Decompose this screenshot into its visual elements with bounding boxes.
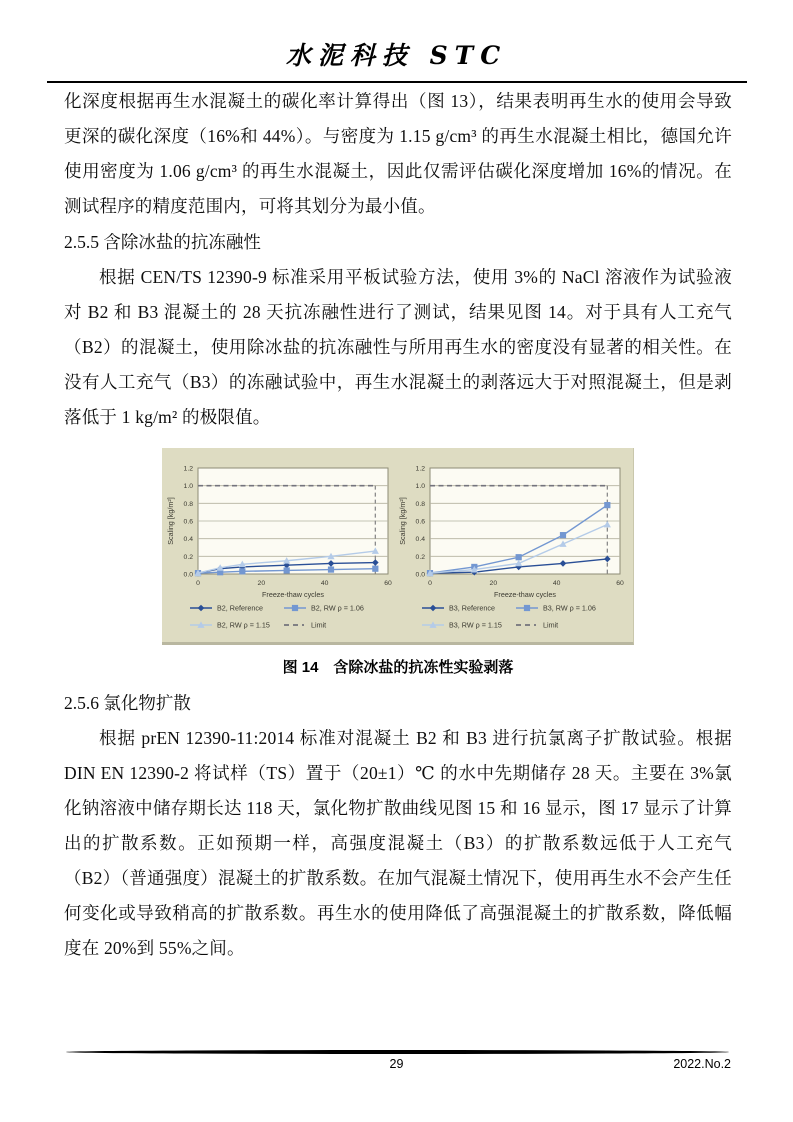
svg-text:1.0: 1.0 [415,483,425,491]
header-rule [47,81,747,83]
paragraph-chloride: 根据 prEN 12390-11:2014 标准对混凝土 B2 和 B3 进行抗氯离子扩散试验。根据 DIN EN 12390-2 将试样（TS）置于（20±1）℃ 的水中先期储存 28 天。主要在 3%氯化钠溶液中储存期长达 118 天，氯化物扩散曲线见图 15 和 16 显示，图 17 显示了计算出的扩散系数。正如预期一样，高强度混凝土（B3）的扩散系数远低于人工充气（B2）（普通强度）混凝土的扩散系数。在加气混凝土情况下，使用再生水不会产生任何变化或导致稍高的扩散系数。再生水的使用降低了高强混凝土的扩散系数，降低幅度在 20%到 55%之间。 [64,728,732,958]
freeze-thaw-chart-b2 [166,458,394,640]
svg-text:0.8: 0.8 [183,500,193,508]
svg-text:0: 0 [196,580,200,587]
svg-text:60: 60 [384,580,392,587]
svg-text:Scaling [kg/m²]: Scaling [kg/m²] [398,497,407,545]
svg-text:0.0: 0.0 [183,571,193,579]
freeze-thaw-chart-b3 [398,458,626,640]
svg-text:Limit: Limit [311,620,327,630]
paragraph-freeze-thaw: 根据 CEN/TS 12390-9 标准采用平板试验方法，使用 3%的 NaCl 溶液作为试验液对 B2 和 B3 混凝土的 28 天抗冻融性进行了测试，结果见图 14。对于具有人工充气（B2）的混凝土，使用除冰盐的抗冻融性与所用再生水的密度没有显著的相关性。在没有人工充气（B3）的冻融试验中，再生水混凝土的剥落远大于对照混凝土，但是剥落低于 1 kg/m² 的极限值。 [64,267,732,427]
svg-text:Freeze-thaw cycles: Freeze-thaw cycles [262,590,324,599]
svg-text:20: 20 [489,580,498,587]
section-heading-2-5-5: 2.5.5 含除冰盐的抗冻融性 [64,232,261,252]
svg-text:B3, Reference: B3, Reference [449,603,495,613]
page-number: 29 [389,1057,404,1071]
svg-text:40: 40 [552,580,561,587]
svg-text:1.0: 1.0 [183,483,193,491]
svg-text:B3, RW ρ = 1.06: B3, RW ρ = 1.06 [543,603,596,613]
page-content [64,84,732,966]
svg-text:1.2: 1.2 [415,465,425,473]
svg-text:0.6: 0.6 [183,518,193,526]
journal-title: 水泥科技 STC [285,41,508,70]
svg-text:40: 40 [320,580,329,587]
figure-caption: 图 14 含除冰盐的抗冻性实验剥落 [282,659,514,676]
issue-number: 2022.No.2 [673,1057,731,1071]
section-heading-2-5-6: 2.5.6 氯化物扩散 [64,693,191,713]
footer-rule [66,1050,729,1054]
svg-text:20: 20 [257,580,266,587]
svg-text:0.8: 0.8 [415,500,425,508]
svg-text:0.0: 0.0 [415,571,425,579]
svg-text:B2, RW ρ = 1.15: B2, RW ρ = 1.15 [217,620,270,630]
svg-text:0: 0 [428,580,432,587]
svg-text:B3, RW ρ = 1.15: B3, RW ρ = 1.15 [449,620,502,630]
svg-text:0.2: 0.2 [183,553,193,561]
svg-text:Scaling [kg/m²]: Scaling [kg/m²] [166,497,175,545]
svg-text:B2, Reference: B2, Reference [217,603,263,613]
svg-text:Freeze-thaw cycles: Freeze-thaw cycles [494,590,556,599]
figure-14-scaling-charts [162,448,634,645]
svg-text:B2, RW ρ = 1.06: B2, RW ρ = 1.06 [311,603,364,613]
svg-text:0.2: 0.2 [415,553,425,561]
paragraph-carbonation: 化深度根据再生水混凝土的碳化率计算得出（图 13），结果表明再生水的使用会导致更深的碳化深度（16%和 44%）。与密度为 1.15 g/cm³ 的再生水混凝土相比，德国允许使用密度为 1.06 g/cm³ 的再生水混凝土，因此仅需评估碳化深度增加 16%的情况。在测试程序的精度范围内，可将其划分为最小值。 [64,91,732,216]
svg-text:1.2: 1.2 [183,465,193,473]
svg-text:Limit: Limit [543,620,559,630]
svg-text:0.6: 0.6 [415,518,425,526]
svg-text:0.4: 0.4 [183,536,193,544]
svg-text:0.4: 0.4 [415,536,425,544]
svg-text:60: 60 [616,580,624,587]
